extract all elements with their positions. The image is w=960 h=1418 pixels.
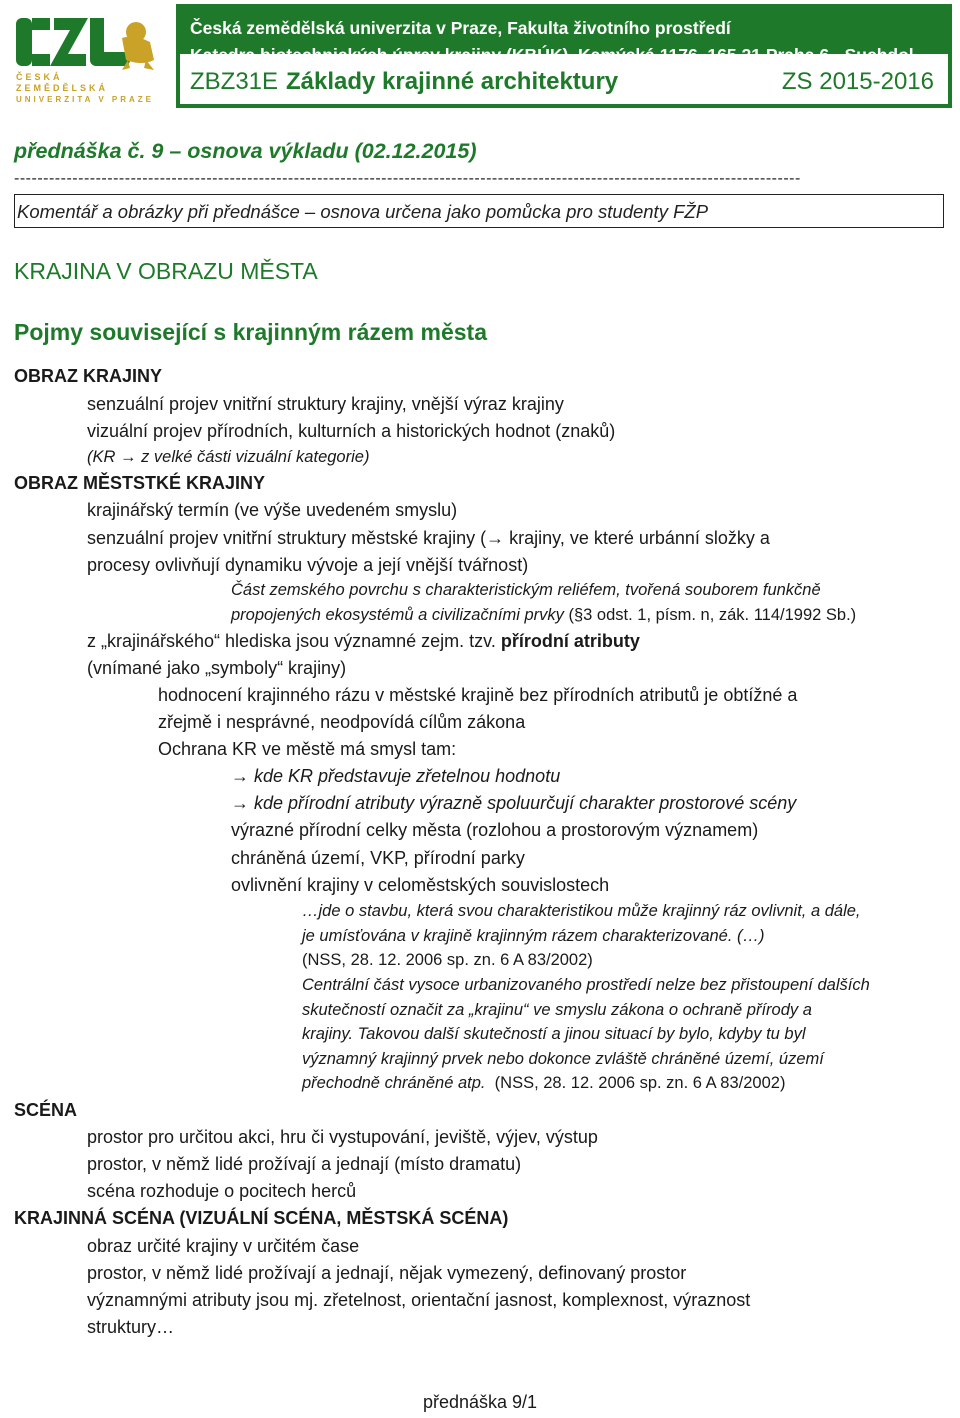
header-faculty-band [180,8,948,54]
semester: ZS 2015-2016 [781,68,934,95]
university-logo [14,8,164,104]
text-line: výrazné přírodní celky města (rozlohou a prostorovým významem) [231,820,759,840]
text-line: scéna rozhoduje o pocitech herců [87,1181,357,1201]
text-line: prostor pro určitou akci, hru či vystupování, jeviště, výjev, výstup [87,1127,598,1147]
text-line: obraz určité krajiny v určitém čase [87,1236,360,1256]
text-line: krajinářský termín (ve výše uvedeném smyslu) [87,500,458,520]
main-heading: KRAJINA V OBRAZU MĚSTA [14,258,318,284]
section-title-obraz-mestske-krajiny: OBRAZ MĚSTSTKÉ KRAJINY [14,473,266,493]
text-line: senzuální projev vnitřní struktury krajiny, vnější výraz krajiny [87,394,564,414]
section-title-obraz-krajiny: OBRAZ KRAJINY [14,366,163,386]
text-line: (KR → z velké části vizuální kategorie) [87,448,370,466]
text-line: (vnímané jako „symboly“ krajiny) [87,658,347,678]
svg-text:UNIVERZITA V PRAZE: UNIVERZITA V PRAZE [16,95,155,104]
arrow-item: → kde přírodní atributy výrazně spoluurčují charakter prostorové scény [231,793,797,813]
lecture-title: přednáška č. 9 – osnova výkladu (02.12.2015) [14,139,477,163]
text-line: hodnocení krajinného rázu v městské krajině bez přírodních atributů je obtížné a [158,685,798,705]
court-citation: (NSS, 28. 12. 2006 sp. zn. 6 A 83/2002) [302,951,593,969]
text-line: z „krajinářského“ hlediska jsou významné zejm. tzv. přírodní atributy [87,631,640,651]
text-line: zřejmě i nesprávné, neodpovídá cílům zákona [158,712,526,732]
text-line: Ochrana KR ve městě má smysl tam: [158,739,457,759]
header-course-band [180,54,948,104]
course-name: Základy krajinné architektury [286,68,619,95]
text-line: vizuální projev přírodních, kulturních a historických hodnot (znaků) [87,421,616,441]
text-line: procesy ovlivňují dynamiku vývoje a její vnější tvářnost) [87,555,529,575]
text-line: chráněná území, VKP, přírodní parky [231,848,525,868]
legal-definition: Část zemského povrchu s charakteristickým reliéfem, tvořená souborem funkčně [231,581,821,599]
arrow-item: → kde KR představuje zřetelnou hodnotu [231,766,561,786]
text-line: senzuální projev vnitřní struktury městské krajiny (→ krajiny, ve které urbánní složky a [87,528,770,548]
course-code: ZBZ31E [190,68,279,95]
section-title-scena: SCÉNA [14,1100,78,1120]
court-quote: krajiny. Takovou další skutečností a jinou situací by bylo, kdyby tu byl [302,1025,806,1043]
text-line: struktury… [87,1317,175,1337]
text-line: ovlivnění krajiny v celoměstských souvislostech [231,875,610,895]
text-line: prostor, v němž lidé prožívají a jednají (místo dramatu) [87,1154,522,1174]
university-name [16,71,154,104]
faculty-name: Česká zemědělská univerzita v Praze, Fakulta životního prostředí [190,18,731,38]
note-box [14,194,944,228]
court-quote: skutečností označit za „krajinu“ ve smyslu zákona o ochraně přírody a [302,1001,812,1019]
text-line: významnými atributy jsou mj. zřetelnost, orientační jasnost, komplexnost, výraznost [87,1290,751,1310]
dashed-separator: --------------------------------------------------------------------------------------------------------------------------------------- [14,170,801,187]
page-footer: přednáška 9/1 [422,1392,538,1412]
note-text: Komentář a obrázky při přednášce – osnova určena jako pomůcka pro studenty FŽP [17,201,709,222]
section-title-krajinna-scena: KRAJINNÁ SCÉNA (VIZUÁLNÍ SCÉNA, MĚSTSKÁ SCÉNA) [14,1208,509,1228]
court-quote: je umísťována v krajině krajinným rázem charakterizované. (…) [302,927,765,945]
svg-text:ČESKÁ: ČESKÁ [16,72,63,82]
court-quote: …jde o stavbu, která svou charakteristikou může krajinný ráz ovlivnit, a dále, [302,902,861,920]
svg-text:ZEMĚDĚLSKÁ: ZEMĚDĚLSKÁ [16,83,109,93]
court-quote: přechodně chráněné atp. (NSS, 28. 12. 2006 sp. zn. 6 A 83/2002) [302,1074,786,1092]
course-header [176,4,952,108]
court-quote: významný krajinný prvek nebo dokonce zvláště chráněné území, území [302,1050,824,1068]
court-quote: Centrální část vysoce urbanizovaného prostředí nelze bez přistoupení dalších [302,976,870,994]
legal-definition: propojených ekosystémů a civilizačními prvky (§3 odst. 1, písm. n, zák. 114/1992 Sb.) [231,606,857,624]
text-line: prostor, v němž lidé prožívají a jednají, nějak vymezený, definovaný prostor [87,1263,687,1283]
sub-heading: Pojmy související s krajinným rázem města [14,319,488,345]
